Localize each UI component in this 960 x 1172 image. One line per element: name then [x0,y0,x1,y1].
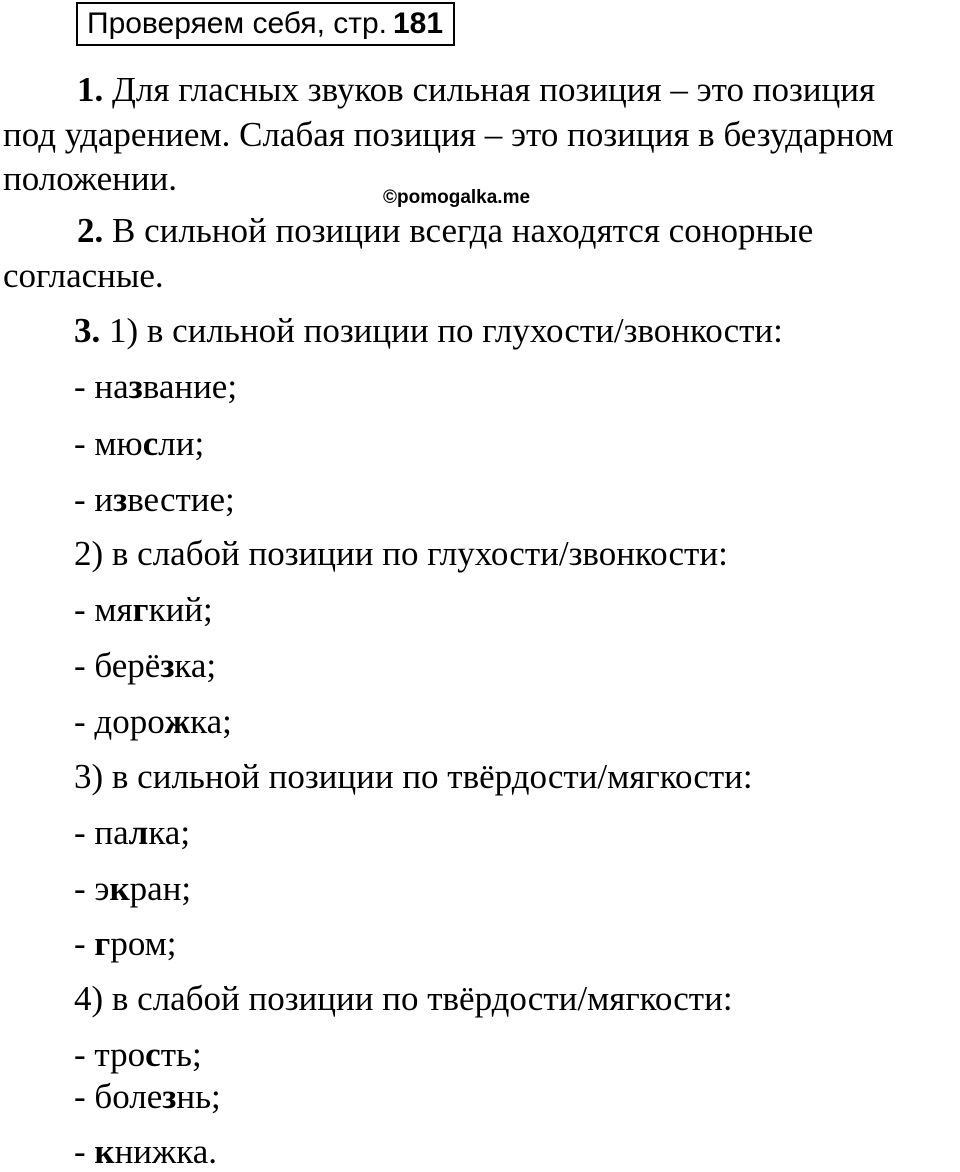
word-item: - трость; [74,1035,202,1074]
highlighted-letter: к [109,869,130,908]
highlighted-letter: с [145,1035,161,1074]
highlighted-letter: с [142,424,159,463]
answer-2 [3,209,958,298]
group-2-title: 2) в слабой позиции по глухости/звонкости: [74,534,728,573]
answer-2-line-2: согласные. [3,255,164,295]
word-item: - палка; [74,813,191,852]
highlighted-letter: з [128,367,143,406]
answer-1-line-1: Для гласных звуков сильная позиция – это позиция [112,70,876,109]
word-item: - мюсли; [74,424,205,463]
word-item: - мягкий; [74,590,213,629]
highlighted-letter: з [162,1077,177,1116]
answer-3-number: 3. [74,311,101,350]
word-item: - известие; [74,480,235,519]
page-number: 181 [393,7,444,40]
word-item: - болезнь; [74,1077,221,1116]
word-item: - гром; [74,924,177,963]
word-item: - дорожка; [74,702,232,741]
highlighted-letter: ж [164,702,191,741]
answer-1 [3,68,958,202]
highlighted-letter: з [113,480,128,519]
highlighted-letter: з [160,646,175,685]
section-header-box [76,2,455,46]
answer-1-number: 1. [77,70,104,109]
highlighted-letter: г [94,924,111,963]
highlighted-letter: к [94,1132,115,1171]
answer-3-intro [74,311,783,351]
section-header-label: Проверяем себя, стр. [87,7,387,40]
answer-1-line-2: под ударением. Слабая позиция – это позиция в безударном [3,114,894,154]
highlighted-letter: г [132,590,149,629]
word-item: - название; [74,367,238,406]
group-1-title: 1) в сильной позиции по глухости/звонкости: [109,311,783,350]
answer-2-line-1: В сильной позиции всегда находятся сонорные [112,211,814,250]
answer-1-line-3: положении. [3,159,178,198]
word-item: - берёзка; [74,646,217,685]
watermark: ©pomogalka.me [383,187,531,208]
word-item: - книжка. [74,1132,217,1171]
group-3-title: 3) в сильной позиции по твёрдости/мягкости: [74,757,753,796]
answer-2-number: 2. [77,211,104,250]
word-item: - экран; [74,869,192,908]
group-4-title: 4) в слабой позиции по твёрдости/мягкости: [74,979,733,1018]
highlighted-letter: л [128,813,149,852]
